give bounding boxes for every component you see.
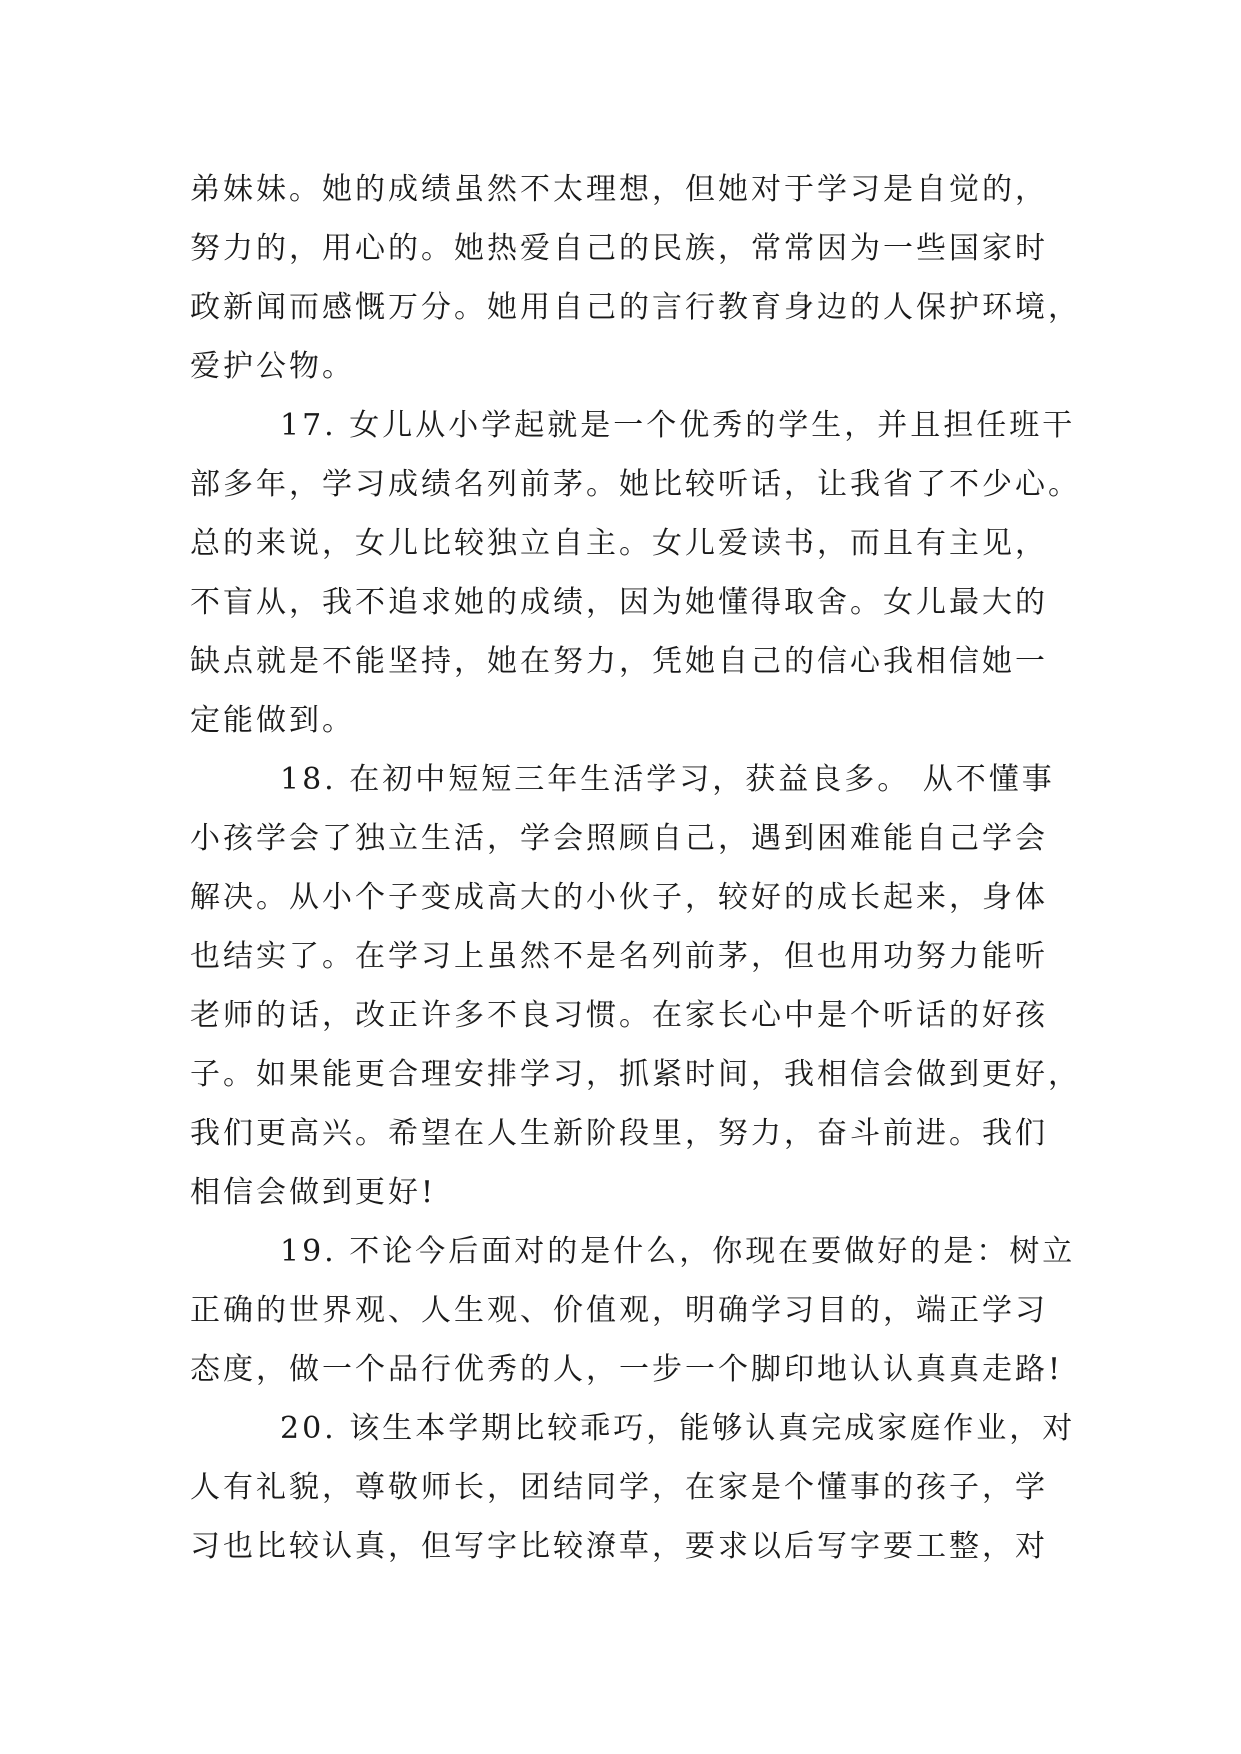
text-line: 我们更高兴。希望在人生新阶段里，努力，奋斗前进。我们 [190,1116,1048,1151]
text-line: 政新闻而感慨万分。她用自己的言行教育身边的人保护环境， [190,290,1081,325]
text-line: 19. 不论今后面对的是什么，你现在要做好的是：树立 [280,1234,1076,1269]
text-line: 习也比较认真，但写字比较潦草，要求以后写字要工整，对 [190,1529,1048,1564]
text-line: 爱护公物。 [190,349,355,384]
text-line: 17. 女儿从小学起就是一个优秀的学生，并且担任班干 [280,408,1076,443]
text-line: 弟妹妹。她的成绩虽然不太理想，但她对于学习是自觉的， [190,172,1048,207]
text-line: 定能做到。 [190,703,355,738]
text-line: 也结实了。在学习上虽然不是名列前茅，但也用功努力能听 [190,939,1048,974]
text-line: 相信会做到更好! [190,1175,437,1210]
text-line: 部多年，学习成绩名列前茅。她比较听话，让我省了不少心。 [190,467,1081,502]
text-line: 解决。从小个子变成高大的小伙子，较好的成长起来，身体 [190,880,1048,915]
text-line: 态度，做一个品行优秀的人，一步一个脚印地认认真真走路! [190,1352,1064,1387]
document-body [190,160,1085,1576]
text-line: 小孩学会了独立生活，学会照顾自己，遇到困难能自己学会 [190,821,1048,856]
text-line: 正确的世界观、人生观、价值观，明确学习目的，端正学习 [190,1293,1048,1328]
text-line: 不盲从，我不追求她的成绩，因为她懂得取舍。女儿最大的 [190,585,1048,620]
paragraph-p18 [190,750,1085,1222]
text-line: 缺点就是不能坚持，她在努力，凭她自己的信心我相信她一 [190,644,1048,679]
text-line: 子。如果能更合理安排学习，抓紧时间，我相信会做到更好， [190,1057,1081,1092]
text-line: 18. 在初中短短三年生活学习，获益良多。 从不懂事 [280,762,1055,797]
paragraph-p20 [190,1399,1085,1576]
text-line: 努力的，用心的。她热爱自己的民族，常常因为一些国家时 [190,231,1048,266]
paragraph-p17 [190,396,1085,750]
paragraph-p16-cont [190,160,1085,396]
text-line: 20. 该生本学期比较乖巧，能够认真完成家庭作业，对 [280,1411,1076,1446]
text-line: 总的来说，女儿比较独立自主。女儿爱读书，而且有主见， [190,526,1048,561]
paragraph-p19 [190,1222,1085,1399]
text-line: 老师的话，改正许多不良习惯。在家长心中是个听话的好孩 [190,998,1048,1033]
text-line: 人有礼貌，尊敬师长，团结同学，在家是个懂事的孩子，学 [190,1470,1048,1505]
